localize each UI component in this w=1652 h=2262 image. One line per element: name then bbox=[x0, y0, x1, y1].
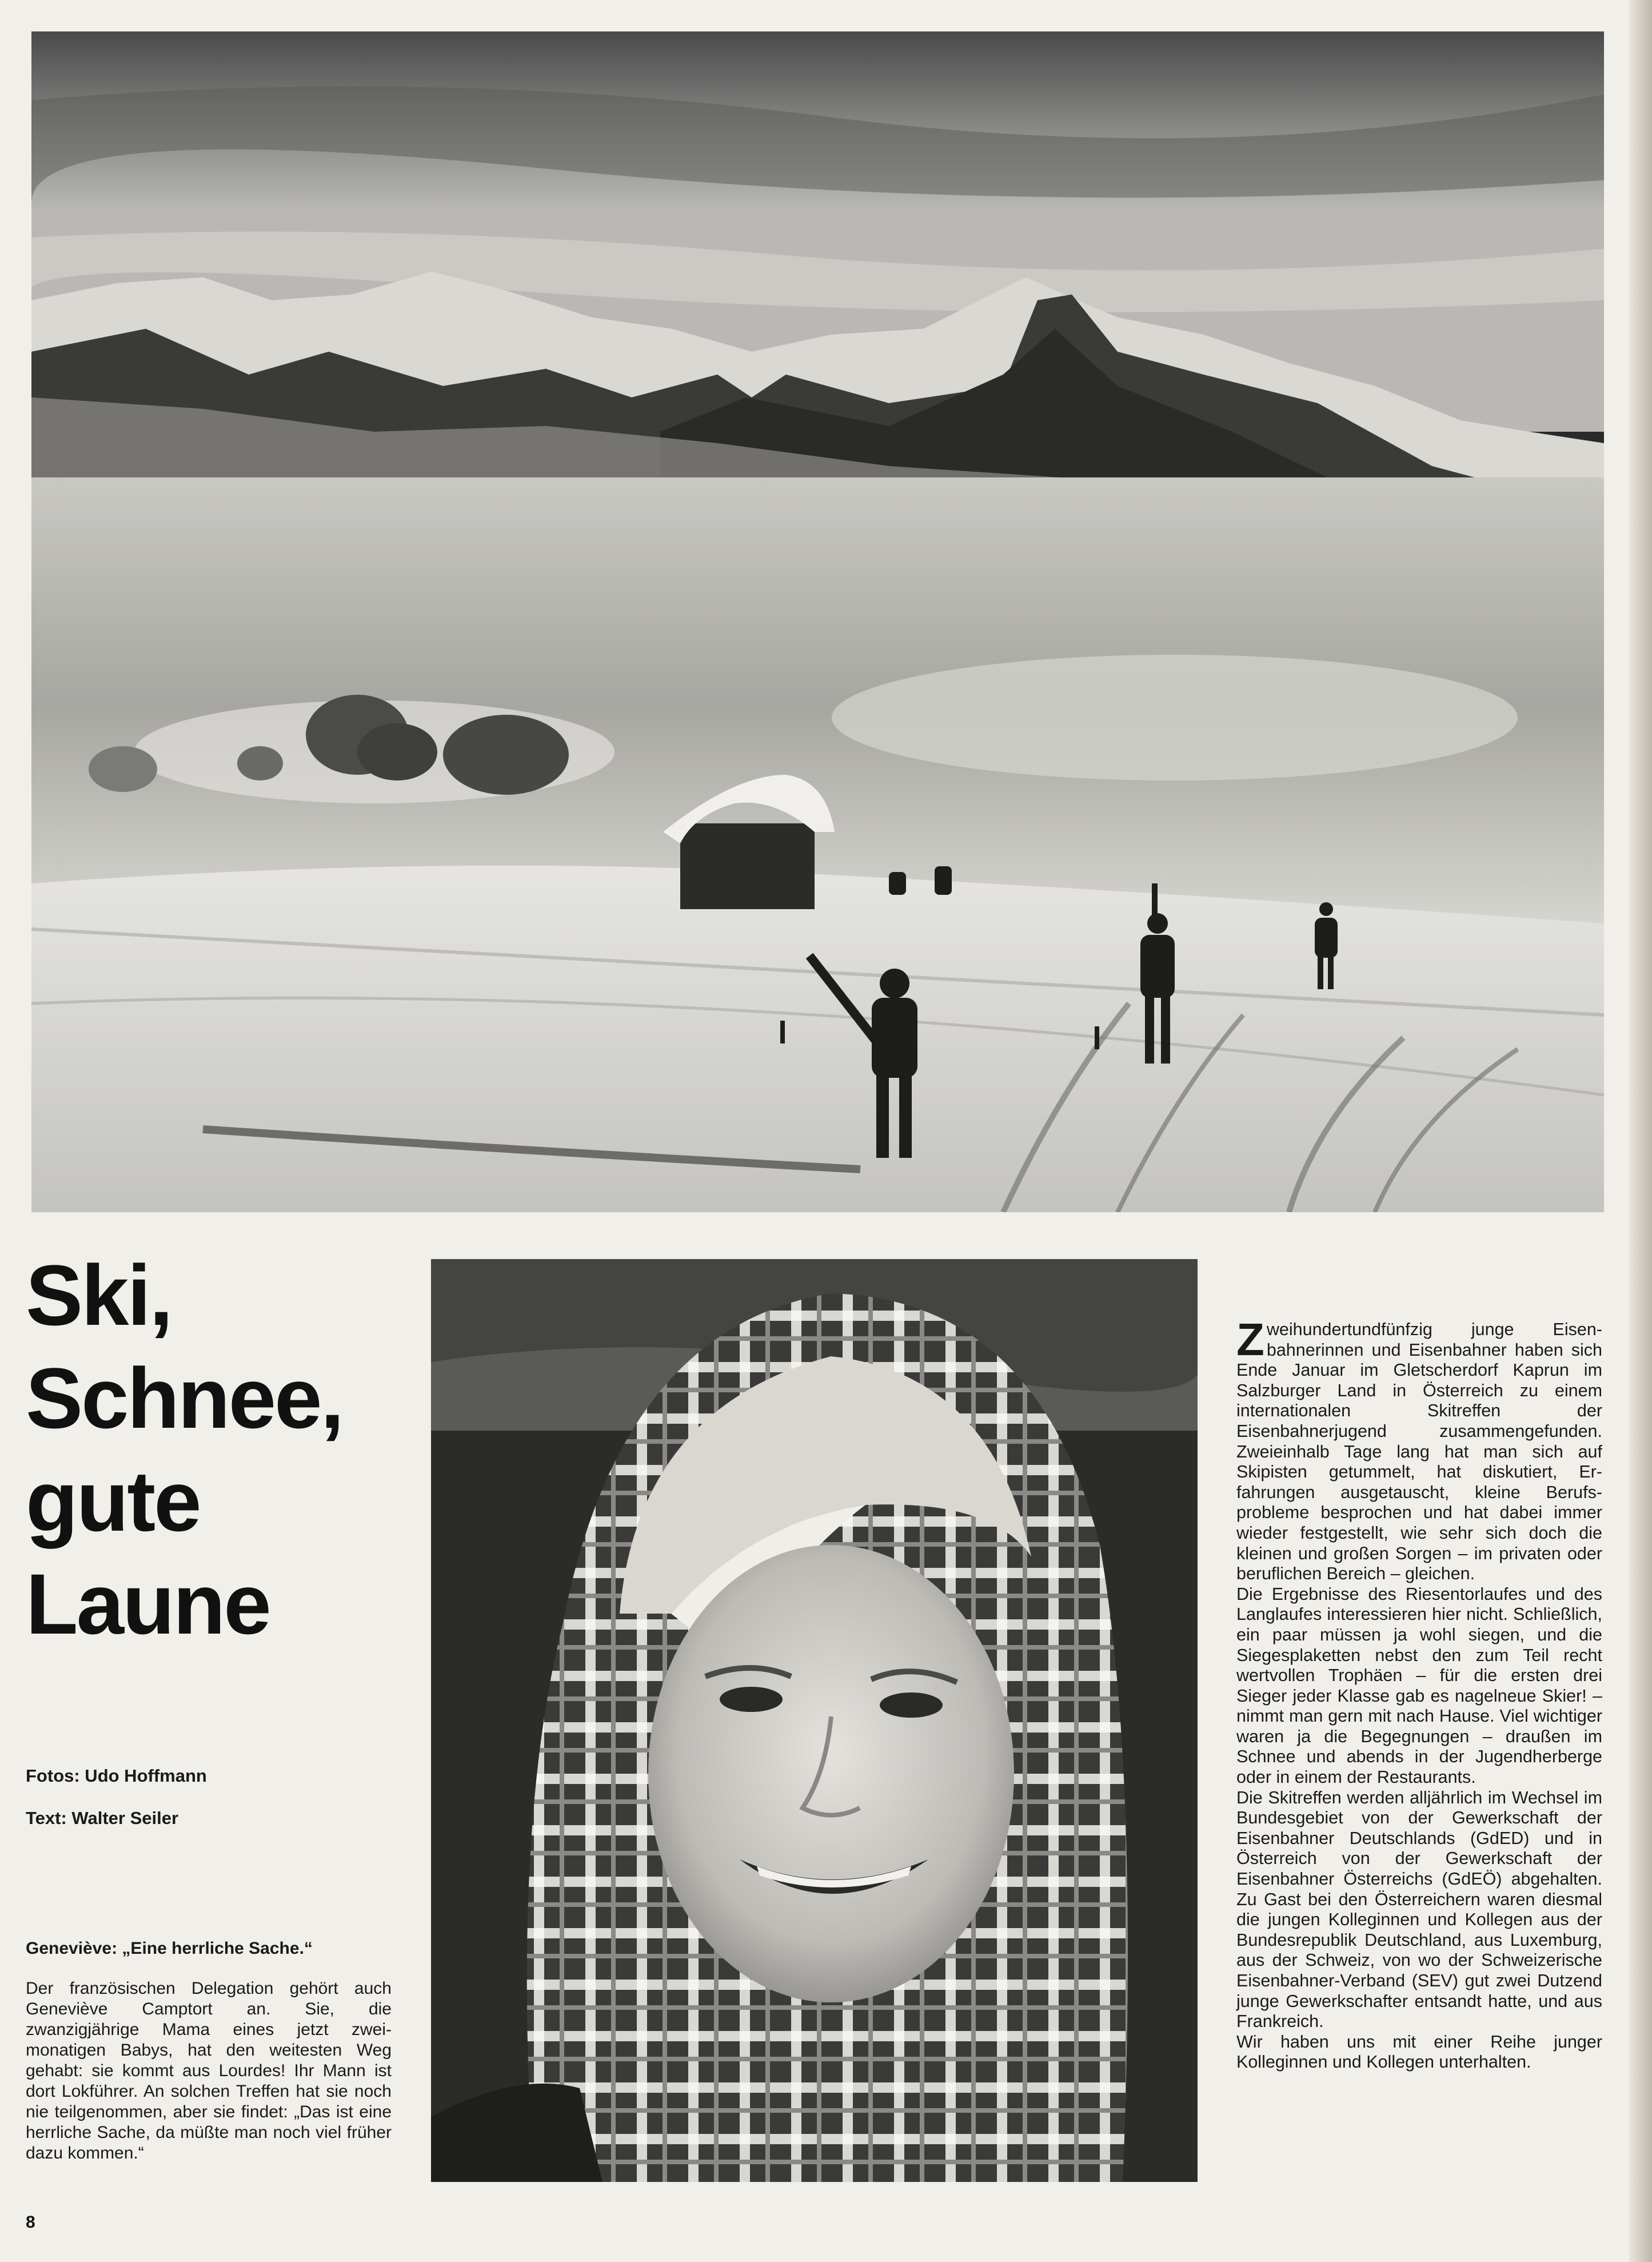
body-paragraph-3: Die Skitreffen werden alljährlich im Wechsel im Bundesgebiet von der Gewerkschaft der Eisenbahner Deutschlands (GdED) und in Österreich von der Gewerkschaft der Eisenbahner Österreichs (GdEÖ) abgehalten. Zu Gast bei den Österreichern waren diesmal die jungen Kolleginnen und Kollegen aus der Bundesrepublik Deutschland, aus Luxemburg, aus der Schweiz, von wo der Schweizerische Eisenbahner-Verband (SEV) gut zwei Dutzend junge Gewerkschafter entsandt hatte, und aus Frankreich. bbox=[1236, 1787, 1602, 2032]
article-body bbox=[1236, 1314, 1602, 2073]
binding-gutter bbox=[1629, 0, 1652, 2262]
body-paragraph-1 bbox=[1236, 1314, 1602, 1584]
hero-photo-illustration bbox=[31, 31, 1604, 1212]
headline-line-1: Ski, bbox=[26, 1247, 171, 1343]
headline-line-3: gute bbox=[26, 1453, 200, 1549]
drop-cap: Z bbox=[1236, 1314, 1264, 1365]
hero-photo-mountain-skiers bbox=[31, 31, 1604, 1212]
page-number: 8 bbox=[26, 2213, 35, 2232]
article-headline bbox=[26, 1244, 414, 1655]
headline-line-2: Schnee, bbox=[26, 1350, 343, 1446]
portrait-photo-woman-headscarf bbox=[431, 1259, 1198, 2182]
photo-credit: Fotos: Udo Hoffmann bbox=[26, 1766, 207, 1786]
portrait-caption bbox=[26, 1938, 392, 2164]
headline-line-4: Laune bbox=[26, 1556, 270, 1652]
portrait-photo-illustration bbox=[431, 1259, 1198, 2182]
caption-body: Der französischen Delegation gehört auch Geneviève Camptort an. Sie, die zwanzigjährige Mama eines jetzt zweimonatigen Babys, hat den weitesten Weg gehabt: sie kommt aus Lourdes! Ihr Mann ist dort Lokführer. An solchen Treffen hat sie noch nie teilgenommen, aber sie findet: „Das ist eine herrliche Sache, da müßte man noch viel früher dazu kommen.“ bbox=[26, 1979, 392, 2163]
body-paragraph-1-text: weihundertundfünfzig junge Eisenbahnerinnen und Eisenbahner haben sich Ende Januar im Gletscherdorf Kaprun im Salzburger Land in Österreich zu einem internationalen Skitreffen der Eisenbahnerjugend zusammengefunden. Zweieinhalb Tage lang hat man sich auf Skipisten getummelt, hat diskutiert, Erfahrungen ausgetauscht, kleine Berufsprobleme besprochen und hat dabei immer wieder festgestellt, wie sehr sich doch die kleinen und großen Sorgen – im privaten oder beruflichen Bereich – gleichen. bbox=[1236, 1320, 1602, 1584]
caption-title: Geneviève: „Eine herrliche Sache.“ bbox=[26, 1939, 313, 1958]
body-paragraph-2: Die Ergebnisse des Riesentorlaufes und des Langlaufes interessieren hier nicht. Schließlich, ein paar müssen ja wohl siegen, und die Siegesplaketten nebst den zum Teil recht wertvollen Trophäen – für die ersten drei Sieger jeder Klasse gab es nagelneue Skier! – nimmt man gern mit nach Hause. Viel wichtiger waren ja die Begegnungen – draußen im Schnee und abends in der Jugendherberge oder in einem der Restaurants. bbox=[1236, 1584, 1602, 1787]
text-credit: Text: Walter Seiler bbox=[26, 1808, 179, 1828]
body-paragraph-4: Wir haben uns mit einer Reihe junger Kolleginnen und Kollegen unterhalten. bbox=[1236, 2032, 1602, 2072]
